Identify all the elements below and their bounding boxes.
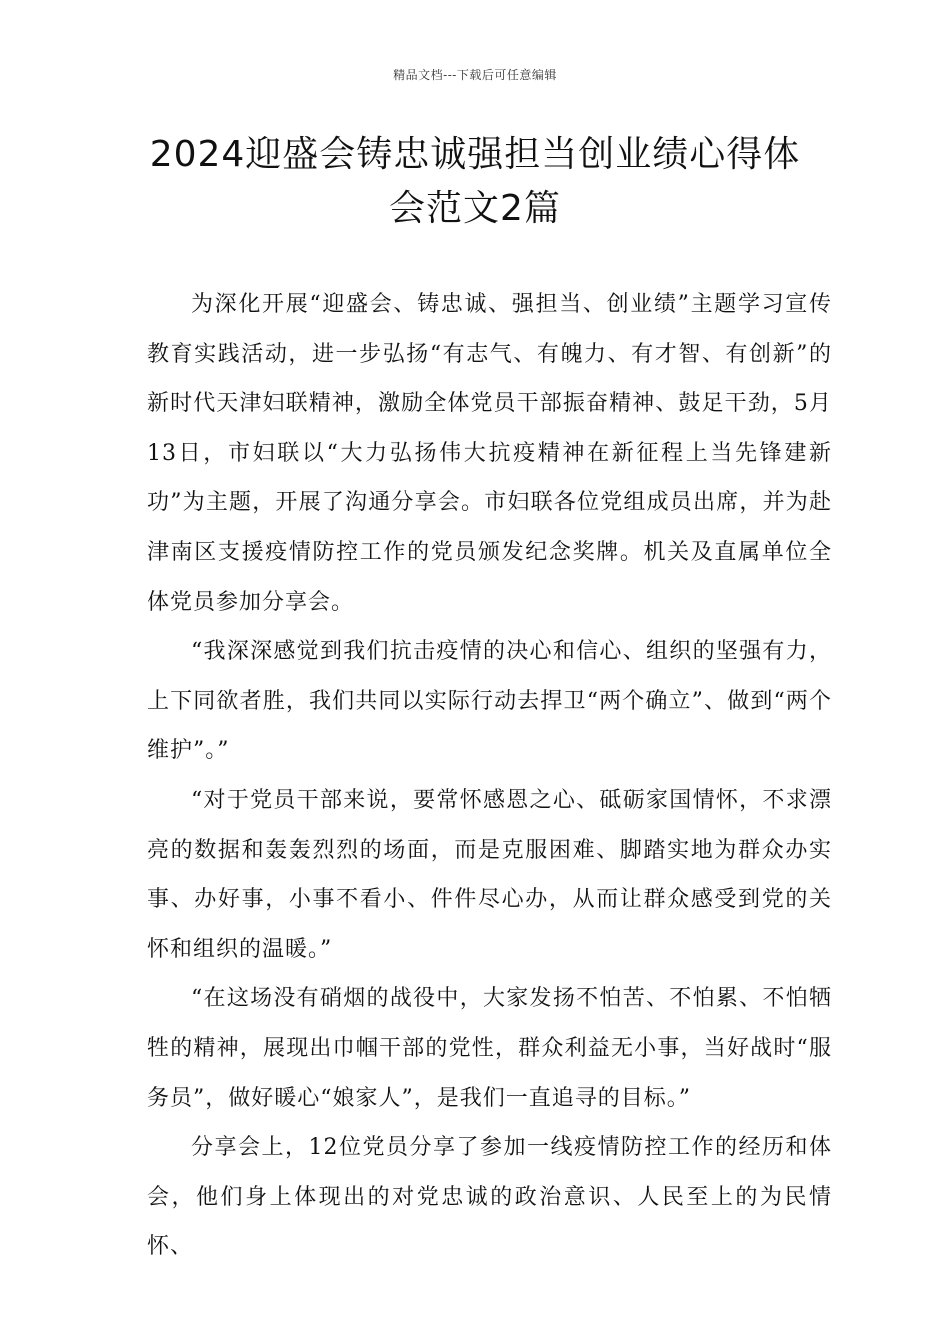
title-line-2: 会范文2篇 <box>389 188 561 229</box>
header-note: 精品文档---下载后可任意编辑 <box>393 68 557 82</box>
paragraph-2: “我深深感觉到我们抗击疫情的决心和信心、组织的坚强有力，上下同欲者胜，我们共同以实际行动去捍卫“两个确立”、做到“两个维护”。” <box>147 639 832 764</box>
paragraph-4: “在这场没有硝烟的战役中，大家发扬不怕苦、不怕累、不怕牺牲的精神，展现出巾帼干部的党性，群众利益无小事，当好战时“服务员”，做好暖心“娘家人”，是我们一直追寻的目标。” <box>147 986 832 1111</box>
title-line-1: 2024迎盛会铸忠诚强担当创业绩心得体 <box>149 134 801 175</box>
paragraph-1: 为深化开展“迎盛会、铸忠诚、强担当、创业绩”主题学习宣传教育实践活动，进一步弘扬“有志气、有魄力、有才智、有创新”的新时代天津妇联精神，激励全体党员干部振奋精神、鼓足干劲，5月13日，市妇联以“大力弘扬伟大抗疫精神在新征程上当先锋建新功”为主题，开展了沟通分享会。市妇联各位党组成员出席，并为赴津南区支援疫情防控工作的党员颁发纪念奖牌。机关及直属单位全体党员参加分享会。 <box>147 292 832 615</box>
paragraph-5: 分享会上，12位党员分享了参加一线疫情防控工作的经历和体会，他们身上体现出的对党忠诚的政治意识、人民至上的为民情怀、 <box>147 1135 832 1260</box>
document-title <box>120 128 830 236</box>
paragraph-3: “对于党员干部来说，要常怀感恩之心、砥砺家国情怀，不求漂亮的数据和轰轰烈烈的场面，而是克服困难、脚踏实地为群众办实事、办好事，小事不看小、件件尽心办，从而让群众感受到党的关怀和组织的温暖。” <box>147 787 832 962</box>
document-body <box>147 280 832 1272</box>
